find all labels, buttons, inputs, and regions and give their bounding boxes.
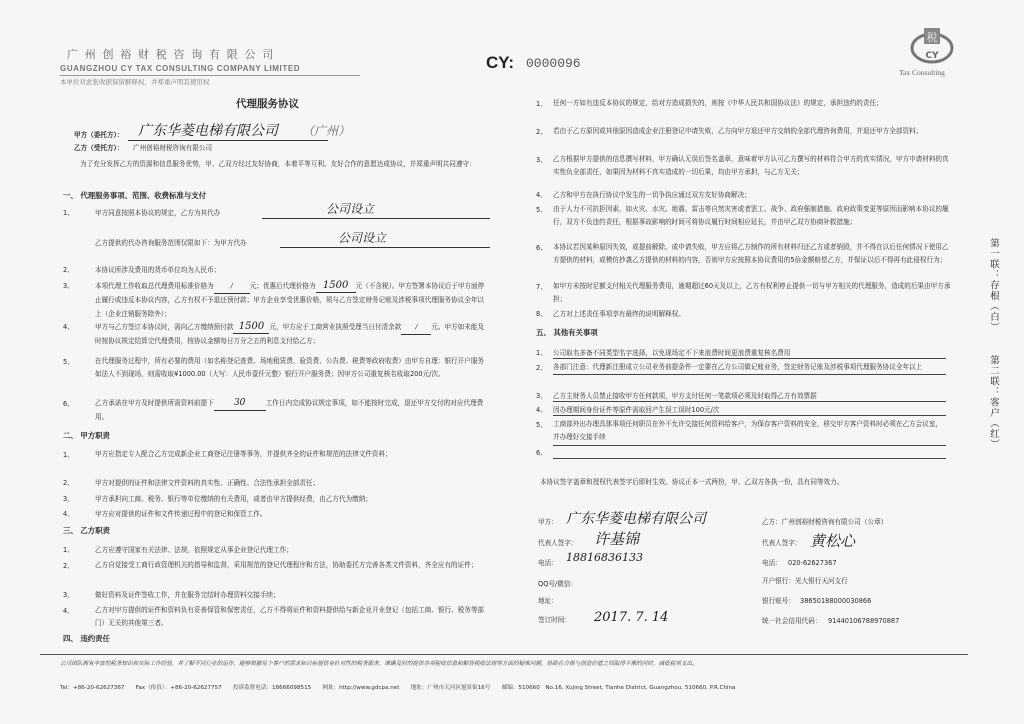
header-rule [60, 75, 360, 76]
sec2-item1-no: 1、 [63, 451, 74, 459]
party-a-note: （广州） [302, 124, 351, 138]
sec4-item3-text: 乙方根据甲方提供的信息撰写材料，甲方确认无误后签名盖章，意味着甲方认可乙方撰写的材料符合甲方的真实情况，甲方申请材料的真实性负全部责任，如果因为材料不真实造成的一切后果，均由甲方承担，与乙方无关； [553, 155, 949, 177]
sec4-item2-text: 若由于乙方原因或其他原因造成企业注册登记申请失败，乙方向甲方退还甲方交纳的全部代理咨询费用，并退还甲方全部资料； [553, 127, 923, 135]
sec5-item6-text [553, 448, 946, 459]
sec3-item4-no: 4、 [63, 607, 74, 615]
sec5-item1-no: 1、 [536, 349, 547, 357]
sec4-item6-text: 本协议若因某种原因失效，或提前解除，或申请失败，甲方应将乙方制作的所有材料归还乙方或者销毁，并不得在以后任何情况下使用乙方提供的材料，或模仿抄袭乙方提供的材料的内容，否则甲方应按照本协议费用的5倍金额赔偿乙方，并保证以后不得再有此侵权行为； [553, 243, 949, 265]
sec4-item5-text: 由于人力不可抗拒因素，如火灾、水灾、地震、雷击等自然灾害或者罢工、战争、政府强制措施、政府政策变更等原因而影响本协议的履行，双方不负违约责任，根据事故影响的时间可将协议履行时间相应延长，并由甲乙双方协商补救措施； [553, 205, 949, 227]
section-2-title: 二、 甲方职责 [63, 431, 110, 440]
sec1-item4-no: 4、 [63, 323, 74, 331]
sign-a-date-label: 签订时间： [538, 616, 571, 624]
document-title: 代理服务协议 [236, 98, 299, 110]
sec5-item4-no: 4、 [536, 406, 547, 414]
sign-a-rep-signature: 许基锦 [594, 530, 640, 548]
sec4-item1-no: 1、 [536, 100, 547, 108]
sec2-item3-text: 甲方承担向工商、税务、银行等单位缴纳的有关费用，或者由甲方提供经费，由乙方代为缴纳； [95, 495, 372, 503]
sec1-item4-balance: / [401, 321, 431, 335]
sec2-item2-no: 2、 [63, 479, 74, 487]
sec1-item5-text: 在代理服务过程中，所有必要的费用（如名称登记查费、场地租赁费、验资费、公告费、税费等政府收费）由甲方自理：银行开户服务如法人不到现场，则需收取¥1000.00（大写：人民币壹仟元整）银行开户服务费；因甲方公司重复核名收取200元/次。 [95, 357, 485, 379]
sec4-item8-no: 8、 [536, 310, 547, 318]
sec1-item2-text: 本协议所涉及费用的货币单位均为人民币； [95, 266, 221, 274]
sign-a-rep-label: 代表人签字： [538, 539, 578, 547]
sign-b-bank: 开户银行：光大银行天河支行 [762, 577, 848, 585]
section-4-title: 四、 违约责任 [63, 634, 110, 643]
sign-a-tel-value: 18816836133 [566, 551, 643, 564]
sign-b-label: 乙方：广州创裕财税咨询有限公司（公章） [762, 518, 888, 526]
sign-b-tel-label: 电话： [762, 559, 782, 567]
sec3-item2-text: 乙方自觉接受工商行政管理机关的指导和监督，采用规范的登记代理程序和方法，协助委托方完善各类文件资料，齐全应有的证件； [95, 561, 478, 569]
sec1-item1b-text: 乙方提供的代办咨询服务范围仅限如下：为甲方代办 [95, 239, 247, 247]
sec4-item4-text: 乙方和甲方在执行协议中发生的一切争执应通过双方友好协商解决； [553, 191, 751, 199]
sec1-item6-days: 30 [214, 397, 266, 411]
sign-a-qq-label: QQ号/微信： [538, 580, 577, 588]
sign-b-rep-signature: 黄松心 [810, 532, 856, 550]
sec1-item1-handwritten: 公司设立 [326, 202, 375, 216]
stub-label-2: 第二联：客户（红） [988, 355, 999, 450]
sec3-item4-text: 乙方对甲方提供的证件和资料负有妥善保管和保密责任，乙方不得将证件和资料提供给与新企业开业登记（包括工商、银行、税务等部门）无关的其他第三者。 [95, 606, 485, 628]
sec3-item1-text: 乙方应遵守国家有关法律、法规，依照规定从事企业登记代理工作； [95, 546, 293, 554]
company-name-en: GUANGZHOU CY TAX CONSULTING COMPANY LIMITED [60, 64, 301, 73]
sign-a-company-handwritten: 广东华菱电梯有限公司 [566, 511, 706, 527]
sec4-item1-text: 任何一方如有违反本协议的规定，给对方造成损失的，则按《中华人民共和国协议法》的规定，承担违约的责任； [553, 99, 883, 107]
sec5-item2-text: 各部门注意：代理新注册成立公司业务前提条件一定要在乙方公司做记账业务，签定财务记账及涉税事项代理服务协议全年以上 [553, 361, 946, 375]
stub-label-1: 第一联：存根（白） [988, 238, 999, 333]
sec2-item2-text: 甲方对提供的证件和法律文件资料的真实性、正确性、合法性承担全部责任； [95, 479, 320, 487]
notice-text: 本单位对此张收据保留解释权，并郑重声明其使用权 [60, 78, 210, 86]
svg-text:税: 税 [926, 31, 938, 44]
sec1-item1b-handwritten: 公司设立 [338, 231, 387, 245]
sec2-item4-text: 甲方应对提供的证件和文件传递过程中的登记和保管工作。 [95, 510, 267, 518]
sec2-item3-no: 3、 [63, 495, 74, 503]
party-a-handwritten: 广东华菱电梯有限公司 [138, 123, 278, 139]
sec4-item5-no: 5、 [536, 206, 547, 214]
sec1-item3-text: 本项代理工作收取总代理费用标准价格为 / 元；优惠后代理价格为 1500 元（不含税）。甲方签署本协议后于甲方面停止履行或违反本协议内容，乙方有权不予退还预付款；甲方企业享受优惠价格，须与乙方签定财务记账及涉税事项代理服务协议全年以上（企业注销服务除外）； [95, 280, 485, 318]
sec5-item5-no: 5、 [536, 421, 547, 429]
sec5-item3-text: 乙方主财务人员禁止接收甲方任何款项，甲方支付任何一笔款项必须及时取得乙方有效票据 [553, 391, 946, 402]
sec3-item3-text: 做好资料及证件签收工作，并在服务完结时办理资料交接手续； [95, 591, 280, 599]
intro-text: 为了充分发挥乙方的资源和信息服务优势，甲、乙双方经过友好协商，本着平等互利、友好合作的意愿达成协议，并郑重声明共同遵守： [80, 160, 476, 168]
closing-text: 本协议签字盖章和授权代表签字后即时生效。协议正本一式两份，甲、乙双方各执一份，具有同等效力。 [540, 478, 844, 486]
sec5-item5-text: 工商部外出办理具体事项任何职员在外不允许交接任何资料给客户，为保存客户资料的安全，移交甲方客户资料时必须在乙方会议室，并办理好交接手续 [553, 418, 946, 446]
sec1-item2-no: 2、 [63, 266, 74, 274]
section-3-title: 三、 乙方职责 [63, 526, 110, 535]
sec1-item5-no: 5、 [63, 358, 74, 366]
sec4-item8-text: 乙方对上述责任事项享有最终的说明解释权。 [553, 310, 685, 318]
section-5-title: 五、 其他有关事项 [536, 328, 598, 337]
sign-b-rep-label: 代表人签字： [762, 539, 802, 547]
sign-b-credit-value: 91440106788970887 [828, 617, 900, 625]
sec5-item3-no: 3、 [536, 392, 547, 400]
sec4-item3-no: 3、 [536, 156, 547, 164]
sec1-item4-text: 甲方与乙方签订本协议时，需向乙方缴纳预付款 1500 元，甲方应于工商营业执照受理当日付清余款 / 元。甲方如未能及时按协议规定结算完代理费用，按协议金额每日万分之五的利息支付给乙方； [95, 321, 485, 346]
sign-b-credit-label: 统一社会信用代码： [762, 617, 822, 625]
party-b-label: 乙方（受托方）： [74, 144, 124, 152]
sec4-item4-no: 4、 [536, 191, 547, 199]
sec4-item2-no: 2、 [536, 128, 547, 136]
sec1-item1-text: 甲方同意按照本协议的规定，乙方为其代办 [95, 209, 221, 217]
sec1-item1-no: 1、 [63, 209, 74, 217]
logo-caption: Tax Consulting [899, 68, 945, 77]
logo-letters: CY [925, 51, 939, 61]
sec1-item6-text: 乙方承诺在甲方及时提供所需资料前提下 30 工作日内完成协议规定事项，如不能按时完成，退还甲方交付的对应代理费用。 [95, 398, 484, 422]
sec5-item6-no: 6、 [536, 449, 547, 457]
sec3-item1-no: 1、 [63, 546, 74, 554]
sec3-item2-no: 2、 [63, 562, 74, 570]
sec5-item4-text: 因办理期间身份证件等原件需取回产生误工误时100元/次 [553, 405, 946, 416]
sign-a-tel-label: 电话： [538, 559, 558, 567]
serial-prefix: CY: [486, 53, 515, 72]
footer-company-blurb: 公司团队拥有丰富的税务知识和实际工作经验，并了解不同行业的运作，能够根据每个客户的需求和目标提供有针对性的税务服务，准确及时的提供各项税收信息和解答税收法规等方面的疑难问题，协助在合规与创造价值之间取得平衡的同时，减低税项支出。 [60, 661, 698, 667]
footer-contact-line: Tel：+86-20-62627367 Fax（传真）：+86-20-62627757 投诉监督电话：18666098515 网址：http://www.gdcpa.net 地址：广州市天河区旭景街16号 邮编：510660 No.16, Xujing Street, Tianhe District, Guangzhou, 510660, P.R.China [60, 685, 736, 691]
sign-b-tel-value: 020-62627367 [788, 559, 837, 567]
sec1-item3-std-price: / [214, 280, 250, 294]
sign-a-label: 甲方： [538, 518, 558, 526]
sec1-item6-no: 6、 [63, 400, 74, 408]
sec5-item2-no: 2、 [536, 364, 547, 372]
sec4-item6-no: 6、 [536, 244, 547, 252]
sec4-item7-text: 如甲方未按时足额支付相关代理服务费用，逾期超过60天及以上，乙方有权利停止提供一切与甲方相关的代理服务，造成的后果由甲方承担； [553, 282, 951, 304]
sec5-item1-text: 公司取名多备不同类型名字选择，以免现场定不下来浪费时间更浪费重复核名费用 [553, 348, 946, 359]
sign-a-addr-label: 地址： [538, 597, 558, 605]
company-name-cn: 广 州 创 裕 财 税 咨 询 有 限 公 司 [67, 49, 276, 61]
party-a-label: 甲方（委托方）： [74, 131, 124, 139]
sec1-item3-discount-price: 1500 [316, 279, 356, 293]
sign-a-date-value: 2017. 7. 14 [594, 610, 669, 625]
footer-rule [40, 654, 968, 655]
party-a-underline [128, 140, 328, 141]
sec1-item1-field [262, 206, 490, 219]
company-logo [905, 24, 959, 68]
sec1-item3-no: 3、 [63, 282, 74, 290]
serial-number: 0000096 [526, 56, 581, 71]
logo-emblem-icon [905, 24, 959, 68]
section-1-title: 一、 代理服务事项、范围、收费标准与支付 [63, 191, 206, 200]
sec2-item1-text: 甲方应指定专人配合乙方完成新企业工商登记注册等事务，并提供齐全的证件和规范的法律文件资料； [95, 450, 392, 458]
sec4-item7-no: 7、 [536, 283, 547, 291]
sec3-item3-no: 3、 [63, 591, 74, 599]
sign-b-account-label: 银行账号： [762, 597, 795, 605]
sec1-item4-prepay: 1500 [233, 320, 269, 334]
sec2-item4-no: 4、 [63, 510, 74, 518]
sign-b-account-value: 38650188000030866 [800, 597, 872, 605]
party-b-value: 广州创裕财税咨询有限公司 [133, 144, 213, 152]
